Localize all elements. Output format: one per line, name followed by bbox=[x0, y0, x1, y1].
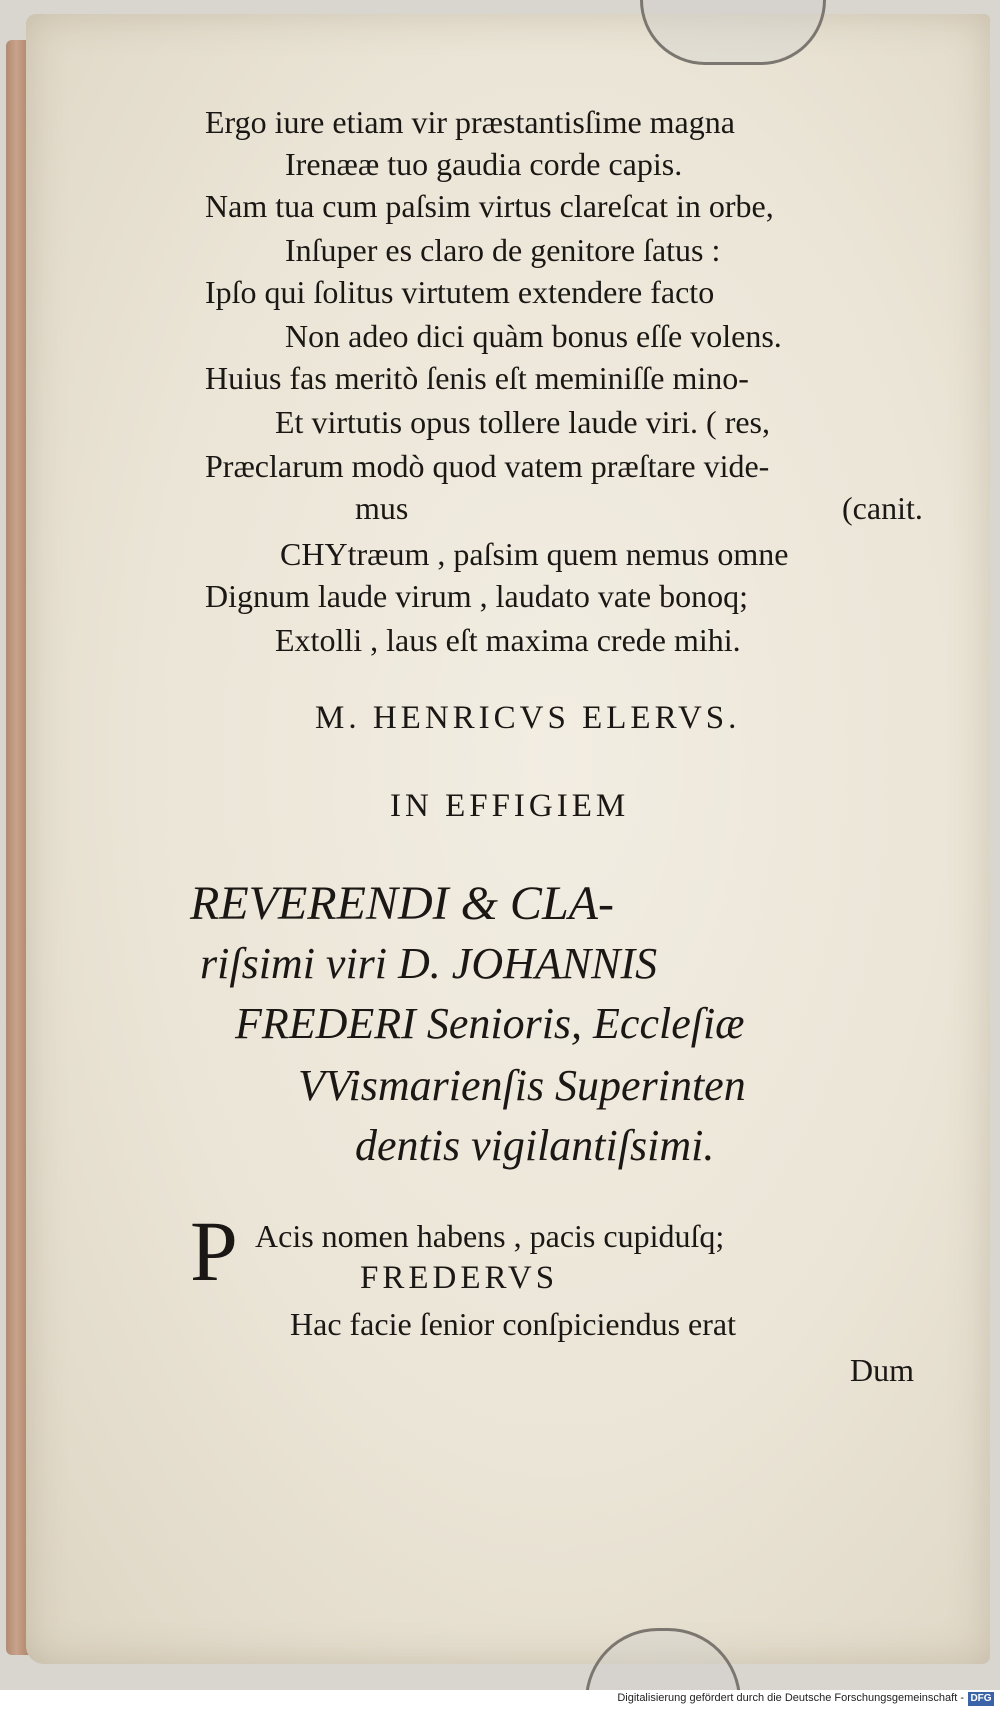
poem-line-3: Nam tua cum paſsim virtus clareſcat in orbe, bbox=[205, 188, 774, 224]
poem-line-2: Irenææ tuo gaudia corde capis. bbox=[285, 146, 683, 182]
poem-line-4: Inſuper es claro de genitore ſatus : bbox=[285, 232, 721, 268]
poem-line-13: Extolli , laus eſt maxima crede mihi. bbox=[275, 622, 741, 658]
poem-line-1: Ergo iure etiam vir præstantisſime magna bbox=[205, 104, 735, 140]
drop-cap: P bbox=[190, 1203, 238, 1299]
poem-line-6: Non adeo dici quàm bonus eſſe volens. bbox=[285, 318, 782, 354]
poem-line-8: Et virtutis opus tollere laude viri. ( res, bbox=[275, 404, 770, 440]
funding-credit: Digitalisierung gefördert durch die Deutsche Forschungsgemeinschaft - bbox=[617, 1692, 964, 1704]
poem-line-12: Dignum laude virum , laudato vate bonoq; bbox=[205, 578, 748, 614]
dfg-logo: DFG bbox=[968, 1692, 994, 1706]
poem-line-9: Præclarum modò quod vatem præſtare vide- bbox=[205, 448, 770, 484]
verse-line-3: Hac facie ſenior conſpiciendus erat bbox=[290, 1306, 736, 1342]
poem-line-10: mus bbox=[355, 490, 409, 526]
digitization-footer bbox=[0, 1690, 1000, 1710]
title-line-4: VVismarienſis Superinten bbox=[298, 1061, 746, 1110]
title-line-5: dentis vigilantiſsimi. bbox=[355, 1121, 715, 1170]
title-line-2: riſsimi viri D. JOHANNIS bbox=[200, 939, 658, 988]
verse-line-2: FREDERVS bbox=[360, 1260, 559, 1296]
catchword: Dum bbox=[850, 1352, 914, 1388]
title-line-1: REVERENDI & CLA- bbox=[190, 877, 614, 930]
verse-line-1: Acis nomen habens , pacis cupiduſq; bbox=[255, 1218, 725, 1254]
author-signature: M. HENRICVS ELERVS. bbox=[315, 700, 741, 736]
section-heading: IN EFFIGIEM bbox=[390, 788, 630, 824]
title-line-3: FREDERI Senioris, Eccleſiæ bbox=[235, 999, 745, 1048]
poem-line-7: Huius fas meritò ſenis eſt meminiſſe mino- bbox=[205, 360, 749, 396]
poem-line-11: CHYtræum , paſsim quem nemus omne bbox=[280, 536, 789, 572]
poem-line-10-turnover: (canit. bbox=[842, 490, 923, 526]
poem-line-5: Ipſo qui ſolitus virtutem extendere facto bbox=[205, 274, 715, 310]
